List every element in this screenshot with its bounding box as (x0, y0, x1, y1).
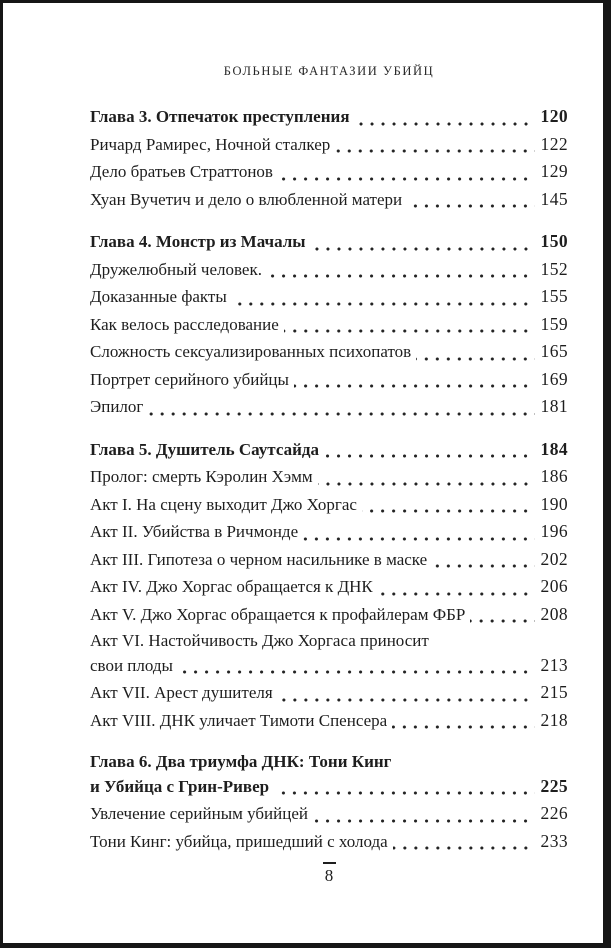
dot-leader (388, 828, 541, 856)
toc-entry-page: 215 (540, 682, 568, 702)
toc-entry-title: Глава 5. Душитель Саутсайда (90, 439, 320, 459)
toc-entry (90, 679, 568, 707)
dot-leader (279, 311, 541, 339)
toc-entry-title: свои плоды (90, 655, 173, 675)
toc-entry-title: Доказанные факты (90, 287, 227, 306)
toc-entry-title: Акт IV. Джо Хоргас обращается к ДНК (90, 577, 373, 596)
toc-entry (90, 707, 568, 735)
toc-entry-title: Акт VII. Арест душителя (90, 683, 273, 702)
toc-entry-title: Увлечение серийным убийцей (90, 804, 308, 823)
dot-leader (227, 283, 541, 311)
toc-entry (90, 601, 568, 629)
dot-leader (350, 103, 541, 131)
toc-entry-page: 208 (540, 603, 568, 624)
dot-leader (373, 573, 541, 601)
dot-leader (269, 773, 540, 801)
toc-entry-title: Портрет серийного убийцы (90, 369, 289, 389)
dot-leader (330, 131, 540, 159)
toc-entry (90, 463, 568, 491)
toc-entry (90, 283, 568, 311)
toc-entry (90, 573, 568, 601)
toc-entry-title: Дружелюбный человек. (90, 259, 262, 279)
toc-entry-page: 122 (540, 133, 568, 154)
toc-entry (90, 491, 568, 519)
toc-entry-page: 181 (540, 396, 568, 416)
toc-entry-page: 155 (540, 286, 568, 306)
dot-leader (306, 228, 541, 256)
dot-leader (298, 518, 540, 546)
toc-entry (90, 800, 568, 828)
dot-leader (273, 679, 541, 707)
dot-leader (262, 256, 541, 284)
toc-entry-title: Акт I. На сцену выходит Джо Хоргас (90, 494, 357, 514)
toc-entry-page: 129 (540, 161, 568, 181)
toc-entry-continuation (90, 652, 568, 680)
dot-leader (465, 601, 540, 629)
toc-section-chapter-6 (90, 749, 568, 855)
toc-entry-page: 186 (540, 466, 568, 486)
toc-entry (90, 828, 568, 856)
toc-entry-title: Глава 6. Два триумфа ДНК: Тони Кинг (90, 752, 392, 771)
dot-leader (173, 652, 541, 680)
toc-section-chapter-3 (90, 103, 568, 213)
book-page (3, 64, 603, 887)
dot-leader (427, 546, 540, 574)
toc-entry-page: 225 (540, 775, 568, 796)
toc-entry (90, 256, 568, 284)
table-of-contents (90, 103, 568, 855)
toc-entry-title: Акт VI. Настойчивость Джо Хоргаса приносит (90, 631, 429, 650)
toc-entry (90, 518, 568, 546)
toc-entry-page: 226 (540, 803, 568, 823)
toc-entry (90, 546, 568, 574)
dot-leader (143, 393, 540, 421)
toc-entry (90, 131, 568, 159)
dot-leader (411, 338, 540, 366)
dot-leader (273, 158, 541, 186)
running-head: БОЛЬНЫЕ ФАНТАЗИИ УБИЙЦ (223, 64, 435, 78)
toc-entry-chapter (90, 103, 568, 131)
dot-leader (308, 800, 541, 828)
toc-entry-page: 152 (540, 258, 568, 279)
toc-entry-page: 145 (540, 188, 568, 209)
toc-entry-chapter-continuation (90, 773, 568, 801)
toc-entry-title: Хуан Вучетич и дело о влюбленной матери (90, 189, 403, 209)
dot-leader (319, 436, 541, 464)
toc-entry-title: Тони Кинг: убийца, пришедший с холода (90, 831, 388, 851)
toc-entry (90, 338, 568, 366)
dot-leader (289, 366, 541, 394)
toc-entry-title: Дело братьев Страттонов (90, 162, 273, 181)
toc-entry-page: 190 (540, 493, 568, 514)
toc-entry-title: Акт VIII. ДНК уличает Тимоти Спенсера (90, 710, 388, 730)
toc-entry-page: 202 (540, 548, 568, 569)
toc-entry (90, 158, 568, 186)
toc-entry-page: 165 (540, 341, 568, 361)
toc-entry-title: Акт III. Гипотеза о черном насильнике в маске (90, 549, 428, 569)
toc-entry-page: 196 (540, 521, 568, 541)
toc-entry-chapter (90, 228, 568, 256)
toc-entry-title: Акт II. Убийства в Ричмонде (90, 522, 299, 541)
toc-entry-title: Глава 4. Монстр из Мачалы (90, 232, 306, 251)
toc-entry-title: Как велось расследование (90, 314, 279, 334)
toc-entry (90, 366, 568, 394)
toc-entry (90, 311, 568, 339)
toc-entry-title: Глава 3. Отпечаток преступления (90, 107, 350, 126)
toc-entry-title: Пролог: смерть Кэролин Хэмм (90, 467, 313, 486)
toc-entry-page: 233 (540, 830, 568, 851)
toc-entry-page: 218 (540, 709, 568, 730)
toc-entry-page: 159 (540, 313, 568, 334)
toc-entry-page: 120 (540, 106, 568, 126)
toc-entry (90, 186, 568, 214)
dot-leader (387, 707, 540, 735)
toc-entry-title: и Убийца с Грин-Ривер (90, 776, 270, 796)
toc-entry-title: Эпилог (90, 397, 144, 416)
toc-entry-page: 150 (540, 231, 568, 251)
toc-section-chapter-4 (90, 228, 568, 421)
toc-entry-page: 213 (540, 654, 568, 675)
toc-entry-title: Ричард Рамирес, Ночной сталкер (90, 134, 331, 154)
dot-leader (402, 186, 540, 214)
toc-entry-title: Сложность сексуализированных психопатов (90, 342, 412, 361)
toc-entry-title: Акт V. Джо Хоргас обращается к профайлерам ФБР (90, 604, 466, 624)
page-number: 8 (324, 866, 334, 885)
toc-entry-page: 206 (540, 576, 568, 596)
dot-leader (313, 463, 541, 491)
page-footer (90, 862, 568, 887)
toc-entry-chapter (90, 436, 568, 464)
toc-section-chapter-5 (90, 436, 568, 735)
toc-entry-page: 169 (540, 368, 568, 389)
dot-leader (357, 491, 541, 519)
toc-entry-page: 184 (540, 438, 568, 459)
toc-entry (90, 393, 568, 421)
